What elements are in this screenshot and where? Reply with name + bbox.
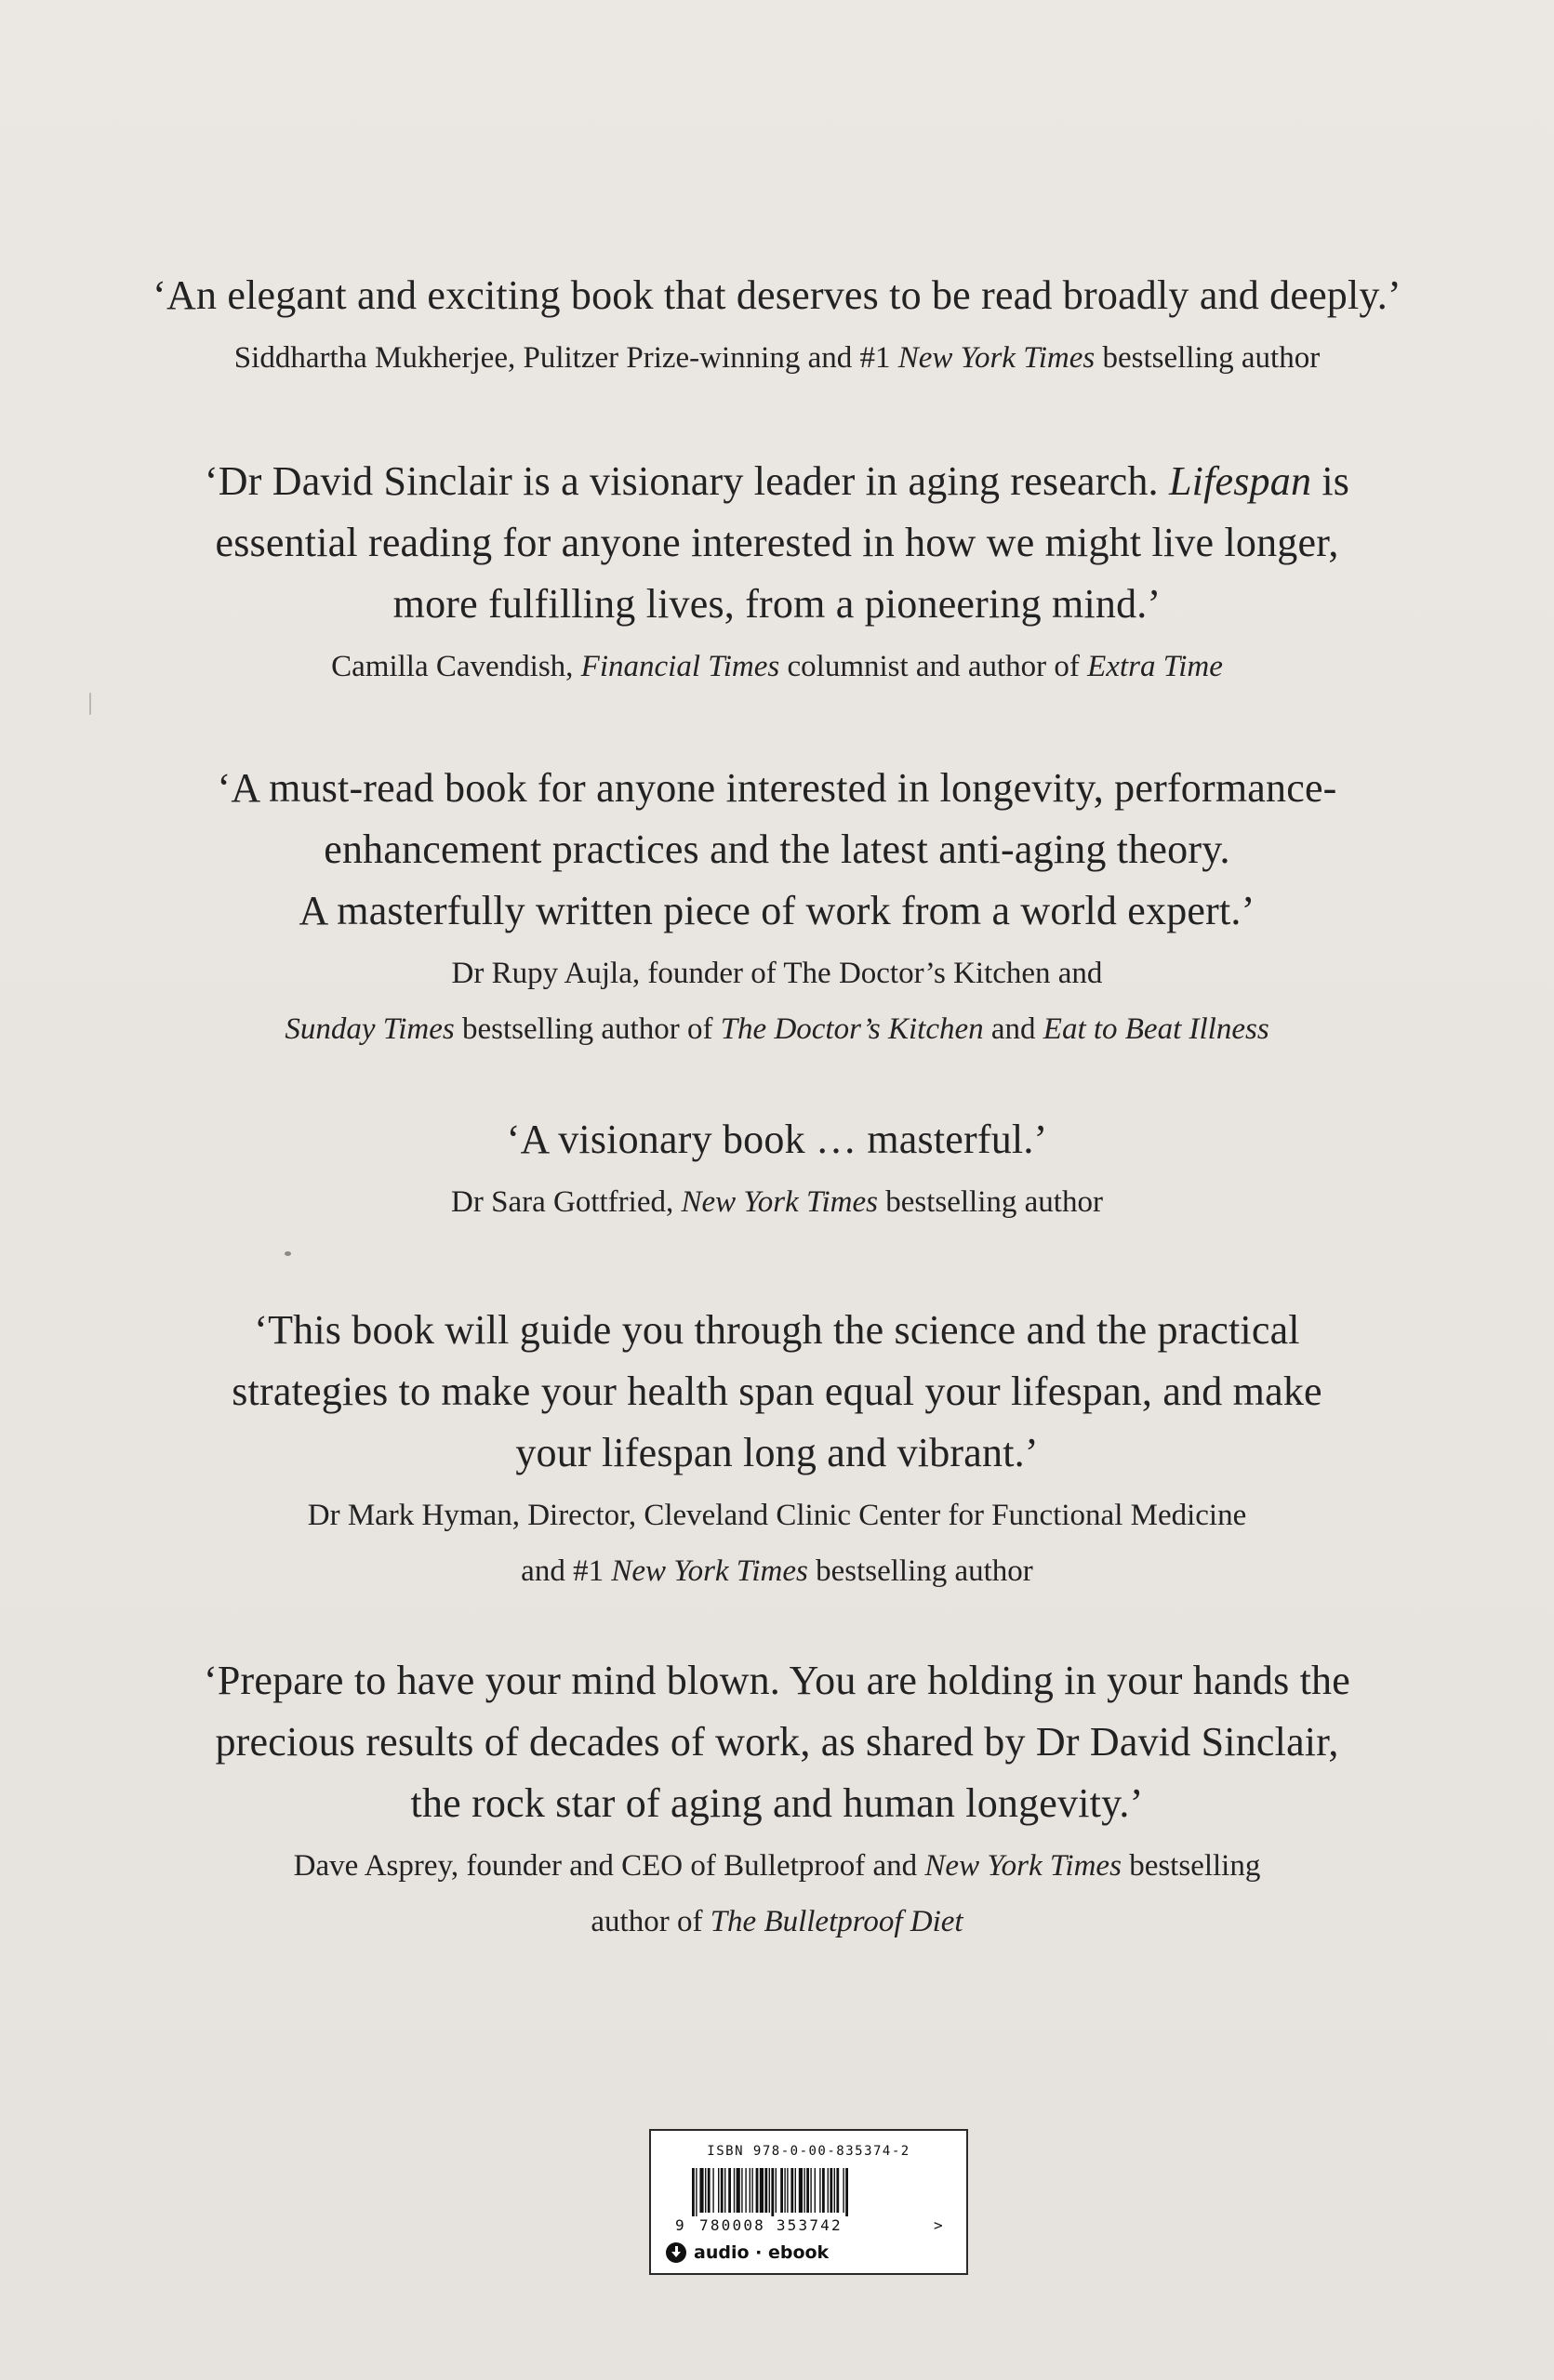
barcode-bar [771,2168,774,2216]
barcode-bar [724,2168,725,2213]
quote-line: your lifespan long and vibrant.’ [515,1430,1039,1475]
quote-line: precious results of decades of work, as shared by Dr David Sinclair, [215,1719,1339,1765]
barcode-bar [834,2168,835,2213]
quote-line: ‘An elegant and exciting book that deserves to be read broadly and deeply.’ [153,272,1401,318]
barcode-bar [795,2168,796,2213]
barcode-bar [728,2168,731,2213]
barcode-bar [799,2168,803,2213]
paper-speck [285,1251,291,1256]
barcode-bar [708,2168,711,2213]
barcode-bar [756,2168,759,2213]
attribution: Siddhartha Mukherjee, Pulitzer Prize-winning and #1 New York Times bestselling author [233,341,1321,375]
attribution: Camilla Cavendish, Financial Times columnist and author of Extra Time [331,650,1223,683]
attribution: and #1 New York Times bestselling author [521,1554,1033,1588]
barcode-bar [845,2168,848,2216]
blurb-gottfried [0,1109,1554,1230]
attribution: Dr Mark Hyman, Director, Cleveland Clinic Center for Functional Medicine [307,1499,1247,1532]
isbn-label: ISBN 978-0-00-835374-2 [707,2144,910,2159]
quote-line: ‘This book will guide you through the science and the practical [254,1307,1300,1353]
barcode-bar [815,2168,816,2213]
quote-line: more fulfilling lives, from a pioneering mind.’ [392,581,1162,627]
barcode-bar [810,2168,811,2213]
quote-line: A masterfully written piece of work from a world expert.’ [299,888,1255,933]
quote-line: ‘A must-read book for anyone interested in longevity, performance- [217,765,1337,811]
barcode-first-digit: 9 [675,2216,684,2234]
barcode-bar [822,2168,825,2213]
barcode-bar [734,2168,735,2213]
barcode-bar [828,2168,829,2213]
blurb-mukherjee [0,265,1554,386]
barcode-bar [696,2168,697,2216]
barcode-bar [806,2168,809,2213]
formats-label [666,2242,829,2263]
quote-line: enhancement practices and the latest anti-aging theory. [324,826,1230,872]
barcode-bars [692,2168,924,2216]
barcode-bar [819,2168,820,2213]
barcode-bar [705,2168,706,2213]
barcode-chevron: > [934,2216,943,2234]
quote-line: strategies to make your health span equal your lifespan, and make [232,1368,1322,1414]
barcode-bar [784,2168,785,2213]
barcode-bar [790,2168,793,2213]
barcode-bar [780,2168,783,2213]
barcode-bar [745,2168,746,2213]
barcode-bar [712,2168,713,2213]
formats-text: audio · ebook [694,2242,830,2263]
quote-line: the rock star of aging and human longevity.’ [410,1780,1144,1826]
barcode-bar [718,2168,719,2213]
paper-speck [89,693,91,715]
quote-line: ‘Prepare to have your mind blown. You are holding in your hands the [204,1658,1350,1703]
quote-line: essential reading for anyone interested in how we might live longer, [215,520,1339,565]
blurb-aujla [0,758,1554,1057]
barcode-bar [769,2168,770,2213]
barcode-digits: 780008 353742 [699,2216,843,2234]
barcode-bar [751,2168,752,2213]
attribution: Dr Sara Gottfried, New York Times bestselling author [451,1185,1103,1219]
attribution: author of The Bulletproof Diet [591,1905,963,1938]
blurb-hyman [0,1300,1554,1599]
quote-line: ‘Dr David Sinclair is a visionary leader in aging research. Lifespan is [204,458,1350,504]
quote-line: ‘A visionary book … masterful.’ [506,1117,1048,1162]
barcode-bar [836,2168,839,2213]
barcode-bar [764,2168,767,2213]
barcode-bar [776,2168,777,2213]
attribution: Dr Rupy Aujla, founder of The Doctor’s Kitchen and [451,957,1103,990]
barcode-bar [787,2168,788,2213]
barcode-bar [692,2168,695,2216]
barcode-bar [741,2168,742,2213]
blurb-cavendish [0,451,1554,694]
barcode-bar [830,2168,832,2213]
barcode-bar [721,2168,724,2213]
isbn-barcode-box [649,2129,968,2275]
blurb-asprey [0,1650,1554,1950]
attribution: Dave Asprey, founder and CEO of Bulletproof and New York Times bestselling [293,1849,1261,1883]
attribution: Sunday Times bestselling author of The Doctor’s Kitchen and Eat to Beat Illness [285,1012,1269,1046]
download-icon [666,2242,686,2263]
barcode-bar [699,2168,703,2213]
barcode-bar [737,2168,740,2213]
barcode-bar [760,2168,764,2213]
